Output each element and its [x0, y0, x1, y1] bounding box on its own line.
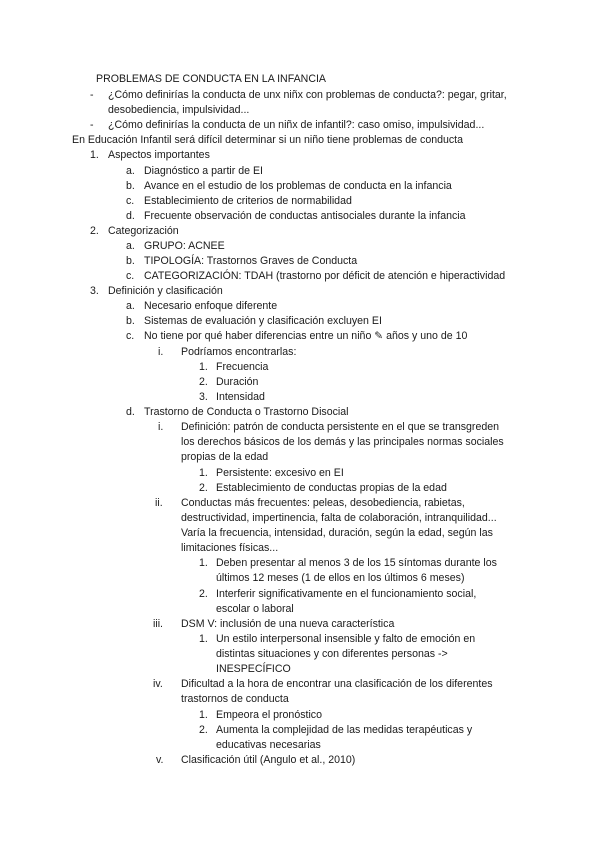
number-marker: 1.	[199, 633, 208, 645]
number-marker: 1.	[199, 467, 208, 479]
page-title: PROBLEMAS DE CONDUCTA EN LA INFANCIA	[96, 73, 326, 85]
number-marker: 3.	[199, 391, 208, 403]
list-item: INESPECÍFICO	[216, 663, 291, 675]
item-text: Diagnóstico a partir de EI	[144, 165, 263, 177]
number-marker: 2.	[199, 724, 208, 736]
sub-item-text: Definición: patrón de conducta persistente en el que se transgreden	[181, 421, 500, 433]
bullet-dash: -	[90, 119, 94, 131]
number-marker: 1.	[199, 557, 208, 569]
number-marker: 1.	[199, 361, 208, 373]
list-item: Establecimiento de conductas propias de la edad	[216, 482, 447, 494]
item-text: GRUPO: ACNEE	[144, 240, 225, 252]
item-letter: b.	[126, 180, 135, 192]
item-text: Establecimiento de criterios de normabilidad	[144, 195, 352, 207]
list-item: Empeora el pronóstico	[216, 709, 322, 721]
sub-item-text: destructividad, impertinencia, falta de colaboración, intranquilidad...	[181, 512, 497, 524]
item-letter: b.	[126, 255, 135, 267]
intro-line: ¿Cómo definirías la conducta de un niñx de infantil?: caso omiso, impulsividad...	[108, 119, 485, 131]
sub-item-text: Clasificación útil (Angulo et al., 2010)	[181, 754, 356, 766]
number-marker: 2.	[199, 482, 208, 494]
item-letter: d.	[126, 210, 135, 222]
item-letter: a.	[126, 240, 135, 252]
section-number: 2.	[90, 225, 99, 237]
list-item: Deben presentar al menos 3 de los 15 síntomas durante los	[216, 557, 497, 569]
item-text: Necesario enfoque diferente	[144, 300, 278, 312]
sub-item-text: limitaciones físicas...	[181, 542, 279, 554]
list-item: Persistente: excesivo en EI	[216, 467, 344, 479]
item-letter: d.	[126, 406, 135, 418]
item-letter: c.	[126, 270, 135, 282]
sub-item-text: propias de la edad	[181, 451, 269, 463]
number-marker: 2.	[199, 588, 208, 600]
item-text: Trastorno de Conducta o Trastorno Disocial	[144, 406, 349, 418]
section-heading: Categorización	[108, 225, 179, 237]
list-item: Aumenta la complejidad de las medidas terapéuticas y	[216, 724, 473, 736]
roman-marker: i.	[158, 346, 164, 358]
number-marker: 1.	[199, 709, 208, 721]
sub-item-text: DSM V: inclusión de una nueva característica	[181, 618, 395, 630]
item-letter: c.	[126, 195, 135, 207]
sub-item-text: Podríamos encontrarlas:	[181, 346, 297, 358]
item-letter: a.	[126, 165, 135, 177]
bullet-dash: -	[90, 89, 94, 101]
item-text: Frecuente observación de conductas antisociales durante la infancia	[144, 210, 466, 222]
intro-line: ¿Cómo definirías la conducta de unx niñx con problemas de conducta?: pegar, gritar,	[108, 89, 507, 101]
sub-item-text: Varía la frecuencia, intensidad, duración, según la edad, según las	[181, 527, 493, 539]
list-item: últimos 12 meses (1 de ellos en los últimos 6 meses)	[216, 572, 465, 584]
section-heading: Aspectos importantes	[108, 149, 210, 161]
list-item: Frecuencia	[216, 361, 269, 373]
sub-item-text: trastornos de conducta	[181, 693, 289, 705]
item-letter: a.	[126, 300, 135, 312]
item-text: No tiene por qué haber diferencias entre un niño ✎ años y uno de 10	[144, 330, 468, 342]
list-item: Intensidad	[216, 391, 265, 403]
roman-marker: iii.	[153, 618, 164, 630]
roman-marker: v.	[156, 754, 164, 766]
item-letter: b.	[126, 315, 135, 327]
section-number: 3.	[90, 285, 99, 297]
item-text: CATEGORIZACIÓN: TDAH (trastorno por déficit de atención e hiperactividad	[144, 270, 506, 282]
roman-marker: ii.	[155, 497, 163, 509]
intro-paragraph: En Educación Infantil será difícil determinar si un niño tiene problemas de conducta	[72, 134, 464, 146]
sub-item-text: los derechos básicos de los demás y las principales normas sociales	[181, 436, 504, 448]
section-number: 1.	[90, 149, 99, 161]
item-text: Sistemas de evaluación y clasificación excluyen EI	[144, 315, 382, 327]
number-marker: 2.	[199, 376, 208, 388]
section-heading: Definición y clasificación	[108, 285, 223, 297]
roman-marker: i.	[158, 421, 164, 433]
item-letter: c.	[126, 330, 135, 342]
item-text: TIPOLOGÍA: Trastornos Graves de Conducta	[144, 255, 358, 267]
list-item: escolar o laboral	[216, 603, 294, 615]
item-text: Avance en el estudio de los problemas de conducta en la infancia	[144, 180, 452, 192]
list-item: Duración	[216, 376, 259, 388]
roman-marker: iv.	[153, 678, 163, 690]
sub-item-text: Dificultad a la hora de encontrar una clasificación de los diferentes	[181, 678, 493, 690]
list-item: distintas situaciones y con diferentes personas ->	[216, 648, 448, 660]
list-item: educativas necesarias	[216, 739, 321, 751]
list-item: Un estilo interpersonal insensible y falto de emoción en	[216, 633, 476, 645]
list-item: Interferir significativamente en el funcionamiento social,	[216, 588, 477, 600]
sub-item-text: Conductas más frecuentes: peleas, desobediencia, rabietas,	[181, 497, 465, 509]
intro-line: desobediencia, impulsividad...	[108, 104, 250, 116]
